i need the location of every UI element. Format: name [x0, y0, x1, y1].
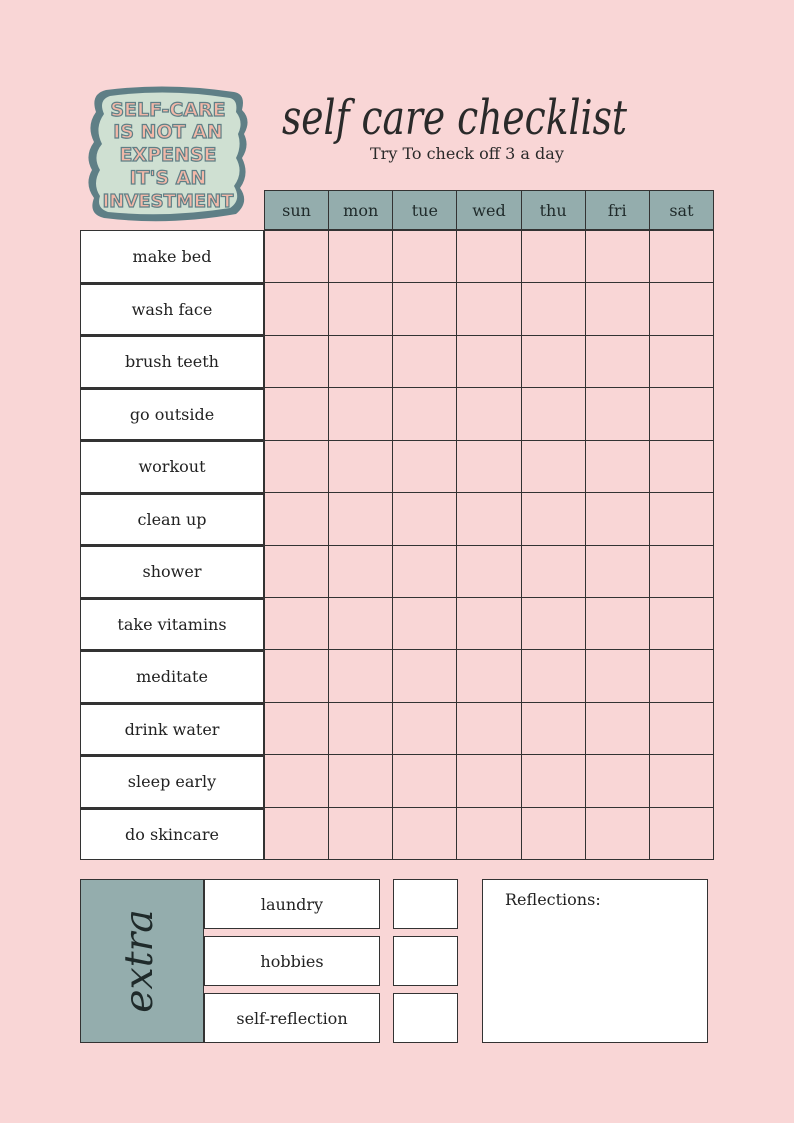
check-cell[interactable] [328, 282, 392, 334]
check-cell[interactable] [264, 807, 328, 859]
check-cell[interactable] [521, 492, 585, 544]
check-cell[interactable] [392, 282, 456, 334]
check-cell[interactable] [585, 754, 649, 806]
task-label: take vitamins [80, 598, 264, 651]
check-cell[interactable] [521, 387, 585, 439]
check-cell[interactable] [392, 702, 456, 754]
check-cell[interactable] [328, 545, 392, 597]
check-cell[interactable] [264, 492, 328, 544]
check-cell[interactable] [456, 597, 520, 649]
check-cell[interactable] [328, 702, 392, 754]
check-cell[interactable] [649, 492, 713, 544]
check-cell[interactable] [521, 702, 585, 754]
task-label: wash face [80, 283, 264, 336]
extra-checkbox[interactable] [393, 993, 458, 1043]
day-sun: sun [264, 190, 329, 230]
check-cell[interactable] [264, 545, 328, 597]
check-cell[interactable] [456, 387, 520, 439]
task-label: go outside [80, 388, 264, 441]
sticker-line-4: IT'S AN [129, 167, 207, 189]
check-cell[interactable] [521, 230, 585, 282]
check-cell[interactable] [264, 597, 328, 649]
check-cell[interactable] [328, 440, 392, 492]
sticker-line-1: SELF-CARE [110, 99, 226, 121]
check-cell[interactable] [392, 492, 456, 544]
check-cell[interactable] [521, 335, 585, 387]
check-cell[interactable] [392, 545, 456, 597]
check-cell[interactable] [328, 807, 392, 859]
task-label: workout [80, 440, 264, 493]
check-cell[interactable] [392, 807, 456, 859]
check-cell[interactable] [392, 440, 456, 492]
check-cell[interactable] [264, 754, 328, 806]
day-thu: thu [521, 190, 586, 230]
check-cell[interactable] [585, 649, 649, 701]
check-cell[interactable] [649, 807, 713, 859]
check-cell[interactable] [328, 649, 392, 701]
check-cell[interactable] [392, 649, 456, 701]
check-cell[interactable] [521, 597, 585, 649]
check-cell[interactable] [585, 282, 649, 334]
check-cell[interactable] [456, 545, 520, 597]
day-wed: wed [456, 190, 521, 230]
sticker-line-5: INVESTMENT [102, 191, 234, 212]
check-cell[interactable] [328, 754, 392, 806]
check-cell[interactable] [585, 440, 649, 492]
check-cell[interactable] [328, 335, 392, 387]
check-cell[interactable] [392, 754, 456, 806]
check-cell[interactable] [392, 597, 456, 649]
day-mon: mon [328, 190, 393, 230]
title-text: self care checklist [282, 90, 628, 146]
extra-checkboxes [393, 879, 458, 1050]
extra-checkbox[interactable] [393, 879, 458, 929]
day-sat: sat [649, 190, 714, 230]
task-label: drink water [80, 703, 264, 756]
check-cell[interactable] [649, 387, 713, 439]
task-label: clean up [80, 493, 264, 546]
extra-label: extra [116, 909, 162, 1013]
check-cell[interactable] [649, 597, 713, 649]
check-cell[interactable] [264, 702, 328, 754]
check-cell[interactable] [585, 387, 649, 439]
check-cell[interactable] [649, 702, 713, 754]
check-cell[interactable] [392, 230, 456, 282]
extra-item: laundry [204, 879, 380, 929]
check-cell[interactable] [328, 597, 392, 649]
check-cell[interactable] [521, 754, 585, 806]
check-cell[interactable] [328, 492, 392, 544]
check-cell[interactable] [649, 754, 713, 806]
check-cell[interactable] [456, 649, 520, 701]
extra-item: hobbies [204, 936, 380, 986]
check-cell[interactable] [521, 282, 585, 334]
check-cell[interactable] [649, 230, 713, 282]
day-fri: fri [585, 190, 650, 230]
extra-item: self-reflection [204, 993, 380, 1043]
page-title [282, 72, 642, 152]
check-cell[interactable] [521, 440, 585, 492]
check-cell[interactable] [585, 597, 649, 649]
task-label: meditate [80, 650, 264, 703]
sticker-line-3: EXPENSE [119, 144, 217, 166]
check-cell[interactable] [456, 440, 520, 492]
check-cell[interactable] [456, 492, 520, 544]
reflections-box[interactable] [482, 879, 708, 1043]
task-label: shower [80, 545, 264, 598]
check-cell[interactable] [585, 230, 649, 282]
check-cell[interactable] [585, 702, 649, 754]
task-label: sleep early [80, 755, 264, 808]
check-cell[interactable] [585, 492, 649, 544]
self-care-sticker [84, 84, 252, 224]
extra-items [204, 879, 380, 1050]
task-label: brush teeth [80, 335, 264, 388]
check-cell[interactable] [264, 335, 328, 387]
check-cell[interactable] [456, 230, 520, 282]
check-cell[interactable] [328, 387, 392, 439]
check-cell[interactable] [264, 282, 328, 334]
check-cell[interactable] [264, 230, 328, 282]
day-header-row [264, 190, 714, 230]
check-cell[interactable] [521, 807, 585, 859]
task-label: make bed [80, 230, 264, 283]
check-cell[interactable] [392, 335, 456, 387]
check-cell[interactable] [264, 440, 328, 492]
check-cell[interactable] [392, 387, 456, 439]
check-cell[interactable] [264, 649, 328, 701]
check-cell[interactable] [456, 702, 520, 754]
day-tue: tue [392, 190, 457, 230]
check-cell[interactable] [649, 440, 713, 492]
check-cell[interactable] [649, 545, 713, 597]
check-cell[interactable] [456, 335, 520, 387]
check-cell[interactable] [456, 807, 520, 859]
check-cell[interactable] [649, 649, 713, 701]
task-label: do skincare [80, 808, 264, 861]
sticker-line-2: IS NOT AN [113, 121, 223, 143]
check-cell[interactable] [456, 754, 520, 806]
task-list [80, 230, 264, 860]
check-cell[interactable] [585, 335, 649, 387]
extra-label-box [80, 879, 204, 1043]
extra-checkbox[interactable] [393, 936, 458, 986]
check-cell[interactable] [585, 807, 649, 859]
check-cell[interactable] [521, 649, 585, 701]
check-cell[interactable] [521, 545, 585, 597]
check-cell[interactable] [649, 282, 713, 334]
checklist-grid [264, 230, 714, 860]
check-cell[interactable] [328, 230, 392, 282]
subtitle: Try To check off 3 a day [370, 144, 564, 163]
check-cell[interactable] [585, 545, 649, 597]
reflections-label: Reflections: [505, 890, 601, 909]
check-cell[interactable] [456, 282, 520, 334]
check-cell[interactable] [264, 387, 328, 439]
check-cell[interactable] [649, 335, 713, 387]
